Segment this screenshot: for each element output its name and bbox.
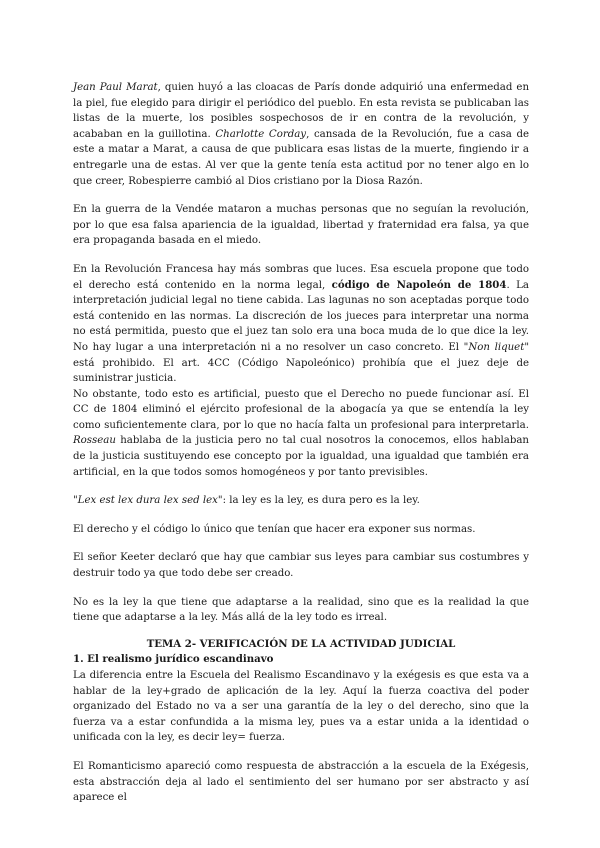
paragraph-revolucion [73, 262, 529, 387]
quote-lex: "Lex est lex dura lex sed lex" [73, 495, 223, 507]
text-segment: , cansada de la Revolución, fue a casa de este a matar a Marat, a causa de que publicara esas listas de la muerte, fingiendo ir a entregarle una de estas. Al ver que la gente tenía esta actitud por no tener algo en lo que creer, Robespierre cambió al Dios cristiano por la Diosa Razón. [73, 128, 530, 187]
section-heading: TEMA 2- VERIFICACIÓN DE LA ACTIVIDAD JUDICIAL [146, 637, 456, 650]
subsection-heading: 1. El realismo jurídico escandinavo [73, 653, 274, 666]
text-segment: : la ley es la ley, es dura pero es la ley. [222, 495, 420, 507]
text-segment: , quien huyó a las cloacas de París donde adquirió una enfermedad en la piel, fue elegido para dirigir el periódico del pueblo. En esta revista se publicaban las listas de la muerte, los posibles sospechosos de ir en contra de la revolución, y acababan en la guillotina. [73, 82, 530, 140]
paragraph-lex-est-lex [73, 493, 529, 509]
paragraph-artificial [73, 387, 529, 481]
paragraph-realismo: La diferencia entre la Escuela del Realismo Escandinavo y la exégesis es que esta va a hablar de la ley+grado de aplicación de la ley. Aquí la fuerza coactiva del poder organizado del Estado no va a ser una garantía de la ley o del derecho, sino que la fuerza va a estar confundida a la misma ley, pues va a estar unida a la identidad o unificada con la ley, es decir ley= fuerza. [73, 670, 529, 744]
text-segment: En la Revolución Francesa hay más sombras que luces. Esa escuela propone que todo el derecho está contenido en la norma legal, [73, 263, 529, 291]
text-segment: hablaba de la justicia pero no tal cual nosotros la conocemos, ellos hablaban de la justicia sustituyendo ese concepto por la igualdad, una igualdad que también era artificial, en la que todos somos homogéneos y por tanto previsibles. [73, 435, 529, 478]
name-rosseau: Rosseau [73, 435, 116, 447]
paragraph-ley-realidad: No es la ley la que tiene que adaptarse a la realidad, sino que es la realidad la que tiene que adaptarse a la ley. Más allá de la ley todo es irreal. [73, 596, 529, 624]
text-segment: . La interpretación judicial legal no tiene cabida. Las lagunas no son aceptadas porque todo está contenido en las normas. La discreción de los jueces para interpretar una norma no está permitida, puesto que el juez tan solo era una boca muda de lo que dice la ley. No hay lugar a una interpretación ni a no resolver un caso concreto. El " [73, 279, 529, 353]
quote-non-liquet: Non liquet [468, 341, 525, 353]
name-charlotte-corday: Charlotte Corday [215, 128, 307, 140]
text-segment: " está prohibido. El art. 4CC (Código Napoleónico) prohibía que el juez deje de suministrar justicia. [73, 341, 529, 385]
text-segment: No obstante, todo esto es artificial, puesto que el Derecho no puede funcionar así. El CC de 1804 eliminó el ejército profesional de la abogacía ya que se entendía la ley como suficientemente clara, por lo que no hacía falta un profesional para interpretarla. [73, 388, 529, 431]
paragraph-keeter: El señor Keeter declaró que hay que cambiar sus leyes para cambiar sus costumbres y destruir todo ya que todo debe ser creado. [73, 552, 529, 580]
paragraph-marat [73, 80, 529, 189]
paragraph-derecho-codigo: El derecho y el código lo único que tenían que hacer era exponer sus normas. [73, 523, 476, 535]
bold-codigo-napoleon: código de Napoleón de 1804 [331, 278, 507, 291]
paragraph-vendee: En la guerra de la Vendée mataron a muchas personas que no seguían la revolución, por lo que esa falsa apariencia de la igualdad, libertad y fraternidad era falsa, ya que era propaganda basada en el miedo. [73, 204, 529, 247]
document-page [73, 80, 529, 806]
paragraph-romanticismo: El Romanticismo apareció como respuesta de abstracción a la escuela de la Exégesis, esta abstracción deja al lado el sentimiento del ser humano por ser abstracto y así aparece el [73, 760, 529, 804]
name-jean-paul-marat: Jean Paul Marat [73, 82, 158, 93]
